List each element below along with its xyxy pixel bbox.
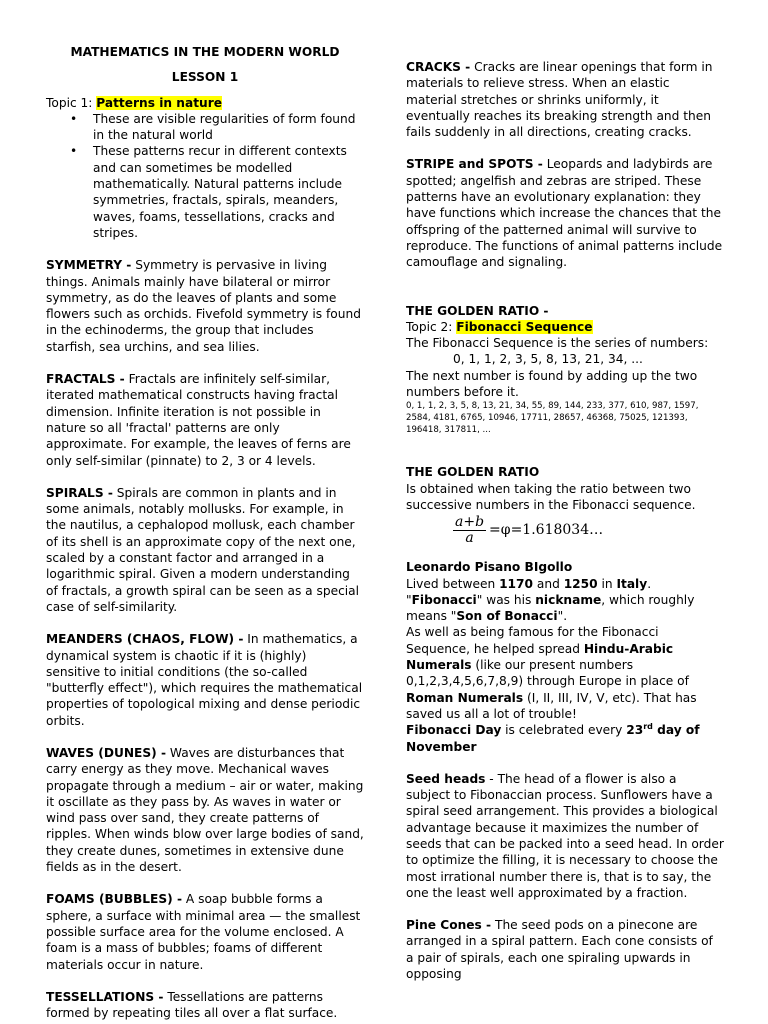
topic1-prefix: Topic 1: — [46, 95, 97, 110]
meanders-paragraph — [46, 631, 364, 729]
symmetry-term: SYMMETRY - — [46, 258, 132, 273]
formula-numerator: a+b — [455, 513, 485, 530]
foams-paragraph — [46, 891, 364, 972]
cracks-paragraph — [406, 59, 724, 140]
seed-heads-text: - The head of a flower is also a subject to Fibonaccian process. Sunflowers have a spiral seed arrangement. This provides a biological advantage because it maximizes the number of seeds that can be packed into a seed head. In order to optimize the filling, it is necessary to choose the most irrational number there is, that is to say, the one the least well approximated by a fraction. — [406, 771, 724, 900]
fibonacci-sequence-long: 0, 1, 1, 2, 3, 5, 8, 13, 21, 34, 55, 89, 144, 233, 377, 610, 987, 1597, 2584, 4181, 6765, 10946, 17711, 28657, 46368, 75025, 121393, 196418, 317811, ... — [406, 401, 699, 436]
seed-heads-paragraph — [406, 771, 724, 901]
golden-ratio-heading-1: THE GOLDEN RATIO - — [406, 303, 549, 318]
spirals-text: Spirals are common in plants and in some animals, notably mollusks. For example, in the nautilus, a cephalopod mollusk, each chamber of its shell is an approximate copy of the next one, scaled by a constant factor and arranged in a logarithmic spiral. Given a modern understanding of fractals, a growth spiral can be seen as a special case of self-similarity. — [46, 485, 360, 614]
right-column — [406, 0, 724, 982]
fibonacci-intro: The Fibonacci Sequence is the series of numbers: — [406, 336, 709, 351]
foams-text: A soap bubble forms a sphere, a surface with minimal area — the smallest possible surface area for the volume enclosed. A foam is a mass of bubbles; foams of different materials occur in nature. — [46, 892, 361, 972]
tessellations-term: TESSELLATIONS - — [46, 989, 164, 1004]
waves-text: Waves are disturbances that carry energy as they move. Mechanical waves propagate through a medium – air or water, making it oscillate as they pass by. As waves in water or wind pass over sand, they create patterns of ripples. When winds blow over large bodies of sand, they create dunes, sometimes in extensive dune fields as in the desert. — [46, 745, 364, 875]
lived-prefix: Lived between — [406, 576, 500, 591]
son-of-bonacci: Son of Bonacci — [456, 609, 558, 624]
leonardo-name: Leonardo Pisano BIgollo — [406, 560, 573, 575]
topic2-prefix: Topic 2: — [406, 319, 457, 334]
fibonacci-sequence-short: 0, 1, 1, 2, 3, 5, 8, 13, 21, 34, ... — [453, 352, 643, 367]
day-middle: is celebrated every — [501, 723, 627, 738]
famous-end: (I, II, III, IV, V, etc). That has saved us all a lot of trouble! — [406, 690, 697, 721]
lived-and: and — [533, 576, 564, 591]
fractals-text: Fractals are infinitely self-similar, iterated mathematical constructs having fractal dimension. Infinite iteration is not possible in nature so all 'fractal' patterns are only approximate. For example, the leaves of ferns are only self-similar (pinnate) to 2, 3 or 4 levels. — [46, 372, 351, 468]
stripes-term: STRIPE and SPOTS - — [406, 157, 543, 172]
fractals-paragraph — [46, 371, 364, 469]
spirals-paragraph — [46, 485, 364, 615]
day-number: 23 — [626, 723, 644, 738]
lived-period: . — [647, 576, 652, 591]
topic2-name: Fibonacci Sequence — [456, 319, 593, 334]
quote-close: ". — [557, 609, 568, 624]
topic1-bullets — [46, 111, 364, 241]
year-1250: 1250 — [563, 576, 598, 591]
nick-fibonacci: Fibonacci — [411, 592, 477, 607]
formula-value: =φ=1.618034… — [489, 522, 604, 539]
nick-means: , which roughly means " — [406, 592, 695, 624]
leonardo-nickname — [406, 592, 724, 625]
stripes-paragraph — [406, 156, 724, 270]
famous-prefix: As well as being famous for the Fibonacci Sequence, he helped spread — [406, 625, 659, 656]
hindu-arabic: Hindu-Arabic Numerals — [406, 641, 674, 673]
day-end: day of November — [406, 723, 700, 754]
golden-ratio-heading-2: THE GOLDEN RATIO — [406, 465, 540, 480]
cracks-term: CRACKS - — [406, 60, 471, 74]
fibonacci-day — [406, 722, 724, 755]
topic1-name: Patterns in nature — [96, 95, 222, 110]
nick-was-his: " was his — [476, 592, 536, 607]
symmetry-text: Symmetry is pervasive in living things. Animals mainly have bilateral or mirror symmetry, as do the leaves of plants and some flowers such as orchids. Fivefold symmetry is found in the echinoderms, the group that includes starfish, sea urchins, and sea lilies. — [46, 258, 361, 354]
pine-cones-paragraph — [406, 917, 724, 982]
pine-cones-text: The seed pods on a pinecone are arranged in a spiral pattern. Each cone consists of a pair of spirals, each one spiraling upwards in opposing — [406, 918, 713, 982]
golden-ratio-text: Is obtained when taking the ratio between two successive numbers in the Fibonacci sequence. — [406, 481, 696, 512]
meanders-term: MEANDERS (CHAOS, FLOW) - — [46, 632, 244, 647]
document-title: MATHEMATICS IN THE MODERN WORLD — [70, 45, 340, 59]
pine-cones-term: Pine Cones - — [406, 918, 492, 933]
golden-ratio-formula — [453, 513, 724, 547]
foams-term: FOAMS (BUBBLES) - — [46, 892, 183, 907]
day-label: Fibonacci Day — [406, 723, 502, 738]
tessellations-paragraph — [46, 989, 364, 1022]
fibonacci-rule: The next number is found by adding up the two numbers before it. — [406, 368, 698, 400]
cracks-text: Cracks are linear openings that form in materials to relieve stress. When an elastic material stretches or shrinks uniformly, it eventually reaches its breaking strength and then fails suddenly in all directions, creating cracks. — [406, 60, 713, 140]
symmetry-paragraph — [46, 257, 364, 355]
day-suffix: rd — [643, 722, 653, 732]
meanders-text: In mathematics, a dynamical system is chaotic if it is (highly) sensitive to initial conditions (the so-called "butterfly effect"), which requires the mathematical properties of topological mixing and dense periodic orbits. — [46, 632, 363, 728]
formula-denominator: a — [465, 529, 474, 546]
fractals-term: FRACTALS - — [46, 372, 125, 387]
quote-open: " — [406, 592, 412, 607]
lesson-label: LESSON 1 — [171, 70, 239, 85]
bullet-item: • These are visible regularities of form found in the natural world — [46, 111, 364, 144]
tessellations-text: Tessellations are patterns formed by repeating tiles all over a flat surface. — [46, 989, 338, 1021]
topic2-line — [406, 319, 724, 335]
country-italy: Italy — [616, 576, 648, 591]
leonardo-famous — [406, 624, 724, 722]
leonardo-lived — [406, 576, 724, 592]
bullet-item: • These patterns recur in different contexts and can sometimes be modelled mathematically. Natural patterns include symmetries, fractals, spirals, meanders, waves, foams, tessellations, cracks and stripes. — [46, 143, 364, 241]
waves-paragraph — [46, 745, 364, 875]
topic1-line — [46, 95, 364, 111]
formula-fraction — [453, 515, 486, 546]
famous-middle: (like our present numbers 0,1,2,3,4,5,6,7,8,9) through Europe in place of — [406, 658, 689, 689]
year-1170: 1170 — [499, 576, 533, 591]
lived-in: in — [597, 576, 617, 591]
roman-numerals: Roman Numerals — [406, 690, 524, 705]
waves-term: WAVES (DUNES) - — [46, 745, 167, 760]
spirals-term: SPIRALS - — [46, 485, 113, 500]
stripes-text: Leopards and ladybirds are spotted; angelfish and zebras are striped. These patterns have an evolutionary explanation: they have functions which increase the chances that the offspring of the patterned animal will survive to reproduce. The functions of animal patterns include camouflage and signaling. — [406, 157, 723, 270]
nick-word: nickname — [535, 592, 602, 607]
left-column — [46, 0, 364, 1021]
seed-heads-term: Seed heads — [406, 771, 486, 786]
